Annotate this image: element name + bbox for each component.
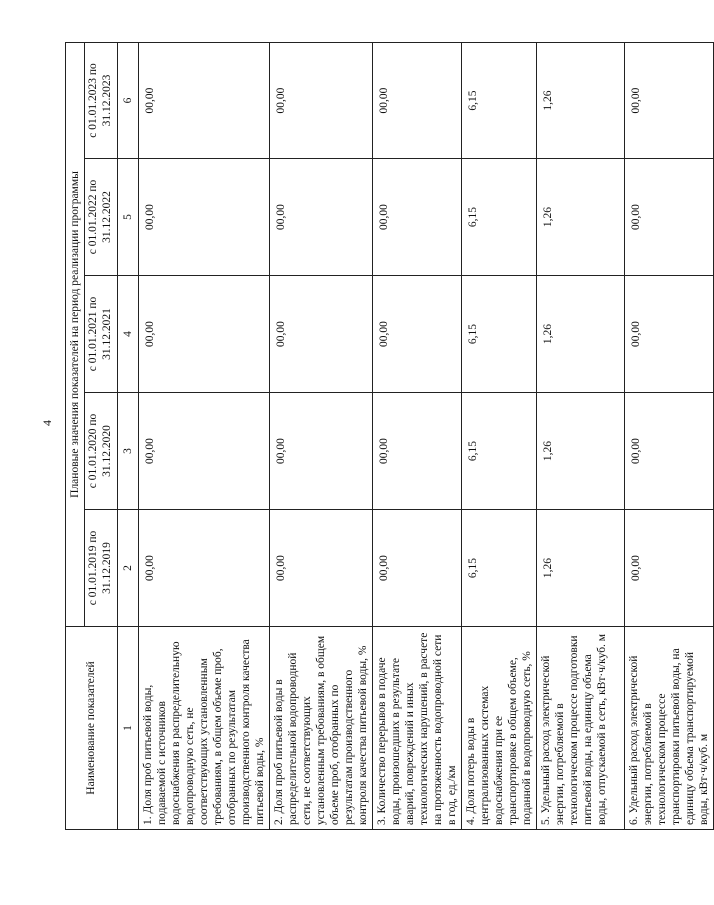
table-row <box>625 43 714 830</box>
indicator-value: 00,00 <box>138 393 269 510</box>
indicator-name: 2. Доля проб питьевой воды в распределительной водопроводной сети, не соответствующих установленным требованиям, в общем объеме проб, отобранных по результатам производственного контроля качества питьевой воды, % <box>269 627 372 830</box>
indicator-value: 00,00 <box>372 43 461 159</box>
period-header: с 01.01.2023 по 31.12.2023 <box>85 43 118 159</box>
indicator-name: 5. Удельный расход электрической энергии, потребляемой в технологическом процессе подготовки питьевой воды, на единицу объема воды, отпускаемой в сеть, кВт·ч/куб. м <box>537 627 625 830</box>
column-number: 4 <box>117 276 138 393</box>
indicators-table <box>65 42 714 830</box>
indicator-name: 6. Удельный расход электрической энергии, потребляемой в технологическом процессе транспортировки питьевой воды, на единицу объема транспортируемой воды, кВт·ч/куб. м <box>625 627 714 830</box>
indicator-value: 00,00 <box>269 159 372 276</box>
indicator-value: 00,00 <box>138 276 269 393</box>
indicator-value: 1,26 <box>537 393 625 510</box>
indicator-value: 00,00 <box>269 510 372 627</box>
indicator-value: 00,00 <box>372 159 461 276</box>
column-number: 3 <box>117 393 138 510</box>
table-row <box>461 43 536 830</box>
page-number: 4 <box>40 420 54 426</box>
indicator-value: 1,26 <box>537 159 625 276</box>
column-number: 1 <box>117 627 138 830</box>
indicator-value: 1,26 <box>537 276 625 393</box>
column-numbers-row <box>117 43 138 830</box>
table-row <box>372 43 461 830</box>
indicator-value: 00,00 <box>372 276 461 393</box>
column-number: 2 <box>117 510 138 627</box>
indicator-name-header: Наименование показателей <box>66 627 118 830</box>
indicator-value: 00,00 <box>269 393 372 510</box>
indicator-value: 00,00 <box>138 159 269 276</box>
indicator-value: 00,00 <box>625 393 714 510</box>
period-header: с 01.01.2020 по 31.12.2020 <box>85 393 118 510</box>
indicator-value: 6,15 <box>461 43 536 159</box>
indicator-value: 00,00 <box>138 43 269 159</box>
indicator-name: 3. Количество перерывов в подаче воды, произошедших в результате аварий, повреждений и иных технологических нарушений, в расчете на протяженность водопроводной сети в год, ед./км <box>372 627 461 830</box>
indicator-value: 00,00 <box>138 510 269 627</box>
table-row <box>537 43 625 830</box>
column-number: 6 <box>117 43 138 159</box>
indicator-value: 6,15 <box>461 276 536 393</box>
period-header: с 01.01.2022 по 31.12.2022 <box>85 159 118 276</box>
indicator-value: 1,26 <box>537 43 625 159</box>
period-header: с 01.01.2019 по 31.12.2019 <box>85 510 118 627</box>
indicator-value: 6,15 <box>461 393 536 510</box>
indicator-name: 4. Доля потерь воды в централизованных системах водоснабжения при ее транспортировке в общем объеме, поданной в водопроводную сеть, % <box>461 627 536 830</box>
indicator-value: 00,00 <box>625 159 714 276</box>
indicator-value: 6,15 <box>461 159 536 276</box>
indicator-value: 00,00 <box>625 510 714 627</box>
table-row <box>138 43 269 830</box>
indicator-value: 00,00 <box>269 43 372 159</box>
indicator-value: 00,00 <box>372 393 461 510</box>
column-number: 5 <box>117 159 138 276</box>
header-row-1 <box>66 43 85 830</box>
indicator-name: 1. Доля проб питьевой воды, подаваемой с источников водоснабжения в распределительную водопроводную сеть, не соответствующих установленным требованиям, в общем объеме проб, отобранных по результатам производственного контроля качества питьевой воды, % <box>138 627 269 830</box>
indicator-value: 6,15 <box>461 510 536 627</box>
table-row <box>269 43 372 830</box>
indicator-value: 00,00 <box>372 510 461 627</box>
rotated-page-content <box>65 43 711 830</box>
planned-values-header: Плановые значения показателей на период реализации программы <box>66 43 85 627</box>
indicator-value: 1,26 <box>537 510 625 627</box>
indicator-value: 00,00 <box>269 276 372 393</box>
indicator-value: 00,00 <box>625 276 714 393</box>
indicator-value: 00,00 <box>625 43 714 159</box>
period-header: с 01.01.2021 по 31.12.2021 <box>85 276 118 393</box>
